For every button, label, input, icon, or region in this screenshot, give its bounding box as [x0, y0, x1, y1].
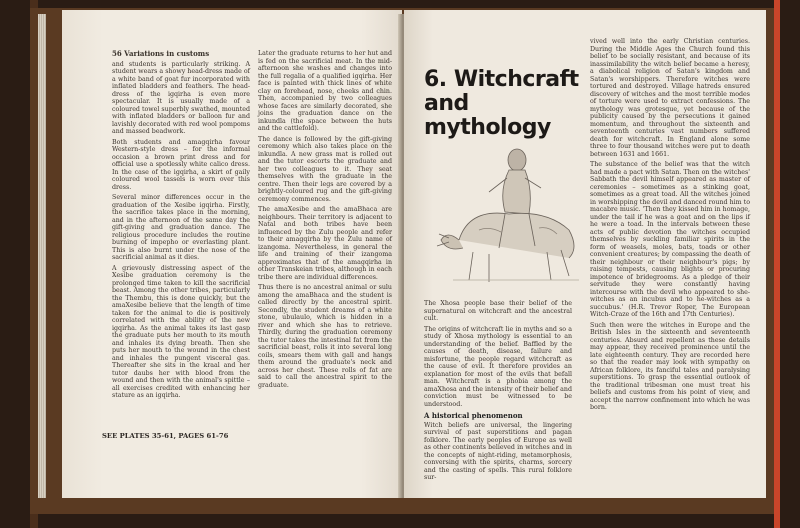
paragraph: The amaXesibe and the amaBhaca are neighbours. Their territory is adjacent to Natal and both tribes have been influenced by the Zulu people and refer to their amagqirha by the Zulu name of izangoma. Nevertheless, in general the life and training of their izangoma approximates that of the amagqirha in other Transkeian tribes, although in each tribe there are individual differences. [258, 206, 392, 281]
paragraph: vived well into the early Christian centuries. During the Middle Ages the Church found this belief to be socially resistant, and because of its inassimilability the witch belief became a heresy, a diabolical religion of Satan's kingdom and Satan's worshippers. Therefore witches were tortured and destroyed. Village hatreds ensured discovery of witches and the most terrible modes of torture were used to extract confessions. The mythology was grotesque, yet because of the publicity caused by the persecutions it gained momentum, and throughout the sixteenth and seventeenth centuries vast numbers suffered death for witchcraft. In England alone some three to four thousand witches were put to death between 1631 and 1661. [590, 38, 750, 158]
paragraph: and students is particularly striking. A student wears a showy head-dress made of a white band of goat fur incorporated with inflated bladders and feathers. The head-dress of the igqirha is even more spectacular. It is usually made of a coloured towel superbly swathed, mounted with inflated bladders or balloon fur and lavishly decorated with red wool pompoms and massed beadwork. [112, 60, 250, 135]
see-plates-note: SEE PLATES 35-61, PAGES 61-76 [102, 432, 229, 440]
paragraph: Such then were the witches in Europe and the British Isles in the sixteenth and seventeenth centuries. Absurd and repellent as these details may appear, they received prominence until the late eighteenth century. They are recorded here so that the reader may look with sympathy on African folklore, its fanciful tales and paralysing superstitions. To grasp the essential outlook of the traditional tribesman one must treat his beliefs and customs from his point of view, and accept the narrow confinement into which he was born. [590, 321, 750, 411]
running-head: 56 Variations in customs [112, 49, 210, 58]
paragraph: Witch beliefs are universal, the lingering survival of past superstitions and pagan folklore. The early peoples of Europe as well as other continents believed in witches and in the concepts of night-riding, metamorphosis, conversing with the spirits, charms, sorcery and the casting of spells. This rural folklore sur- [424, 421, 572, 481]
paragraph: Later the graduate returns to her hut and is fed on the sacrificial meat. In the mid-afternoon she washes and changes into the full regalia of a qualified igqirha. Her face is painted with thick lines of white clay on forehead, nose, cheeks and chin. Then, accompanied by two colleagues whose faces are similarly decorated, she joins the graduation dance on the inkundla (the space between the huts and the cattlefold). [258, 50, 392, 132]
right-column-2 [590, 38, 750, 415]
paragraph: The dance is followed by the gift-giving ceremony which also takes place on the inkundla. A new grass mat is rolled out and the tutor escorts the graduate and her two colleagues to it. They seat themselves with the graduate in the centre. Then their legs are covered by a brightly-coloured rug and the gift-giving ceremony commences. [258, 135, 392, 203]
paragraph: The substance of the belief was that the witch had made a pact with Satan. Then on the witches' Sabbath the devil himself appeared as master of ceremonies – sometimes as a stinking goat, sometimes as a great toad. All the witches joined in worshipping the devil and danced round him to macabre music. 'Then they kissed him in homage, under the tail if he was a goat and on the lips if he were a toad. In the intervals between these acts of public devotion the witches occupied themselves by suckling familiar spirits in the form of weasels, moles, bats, toads or other convenient creatures; by compassing the death of their neighbour or their neighbour's pigs; by raising tempests, causing blights or procuring impotence of bridegrooms. As a pledge of their servitude they were constantly having intercourse with the devil who appeared to she-witches as an incubus and to he-witches as a succubus.' (H.R. Trevor Roper, The European Witch-Craze of the 16th and 17th Centuries). [590, 161, 750, 318]
paragraph: Thus there is no ancestral animal or sulu among the amaBhaca and the student is called directly by the ancestral spirit. Secondly, the student dreams of a white stone, ubulaulo, which is hidden in a river and which she has to retrieve. Thirdly, during the graduation ceremony the tutor takes the intestinal fat from the sacrificial beast, rolls it into several long coils, smears them with gall and hangs them around the graduate's neck and across her chest. These rolls of fat are said to call the ancestral spirit to the graduate. [258, 284, 392, 389]
witch-riding-hyena-illustration [429, 130, 589, 290]
illustration-caption: The Xhosa people base their belief of the supernatural on witchcraft and the ancestral cult. [424, 300, 572, 322]
page-edges [38, 14, 46, 498]
left-column-2 [258, 50, 392, 392]
paragraph: The origins of witchcraft lie in myths and so a study of Xhosa mythology is essential to an understanding of the belief. Baffled by the causes of death, disease, failure and misfortune, the people regard witchcraft as the cause of evil. It therefore provides an explanation for most of the evils that befall man. Witchcraft is a phobia among the amaXhosa and the intensity of their belief and conviction must be witnessed to be understood. [424, 325, 572, 408]
cover-back-right [780, 0, 800, 528]
right-page [404, 10, 766, 498]
paragraph: A grievously distressing aspect of the Xesibe graduation ceremony is the prolonged time taken to kill the sacrificial beast. Among the other tribes, particularly the Thembu, this is done quickly, but the amaXesibe believe that the length of time taken for the animal to die is positively correlated with the ability of the new igqirha. As the animal takes its last gasp the graduate puts her mouth to its mouth and inhales its dying breath. Then she puts her mouth to the wound in the chest and inhales the pungent visceral gas. Thereafter she sits in the kraal and her tutor daubs her with blood from the wound and then with the animal's spittle – all exercises credited with enhancing her stature as an igqirha. [112, 264, 250, 399]
right-column-1 [424, 300, 572, 485]
left-page [62, 10, 402, 498]
chapter-title-line: 6. Witchcraft and [424, 67, 579, 116]
paragraph: Several minor differences occur in the graduation of the Xesibe igqirha. Firstly, the sacrifice takes place in the morning, and in the afternoon of the same day the gift-giving and graduation dance. The religious procedure includes the routine burning of impepho or everlasting plant. This is also burnt under the nose of the sacrificial animal as it dies. [112, 194, 250, 261]
paragraph: Both students and amagqirha favour Western-style dress – for the informal occasion a brown print dress and for official use a spotlessly white calico dress. In the case of the igqirha, a skirt of gaily coloured wool tassels is worn over this dress. [112, 138, 250, 191]
left-column-1 [112, 50, 250, 403]
chapter-title-line: mythology [424, 115, 551, 140]
section-heading: A historical phenomenon [424, 411, 523, 420]
